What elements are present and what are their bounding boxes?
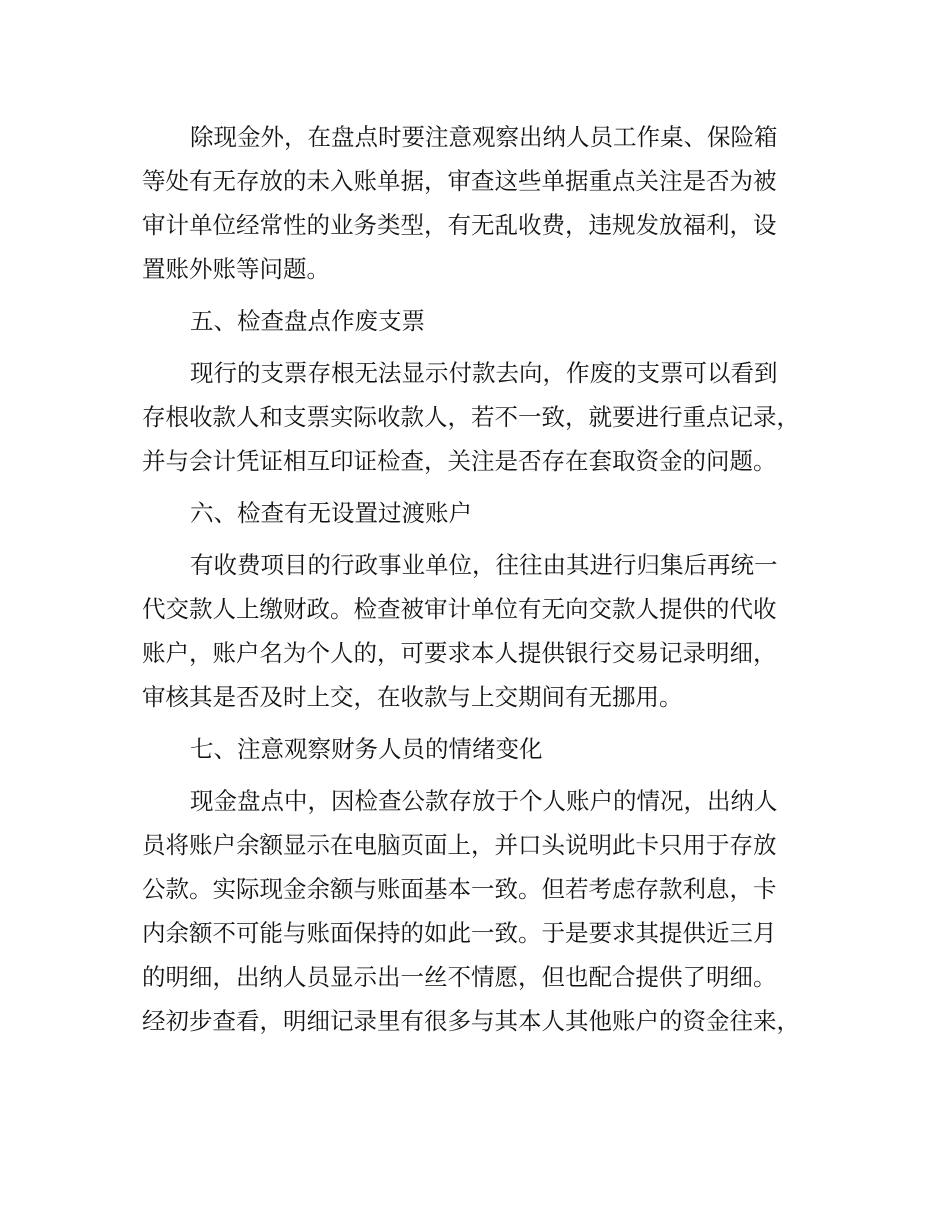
section-heading: 五、检查盘点作废支票 [190,307,425,335]
paragraph-line: 存根收款人和支票实际收款人，若不一致，就要进行重点记录， [142,403,800,431]
paragraph-line: 账户，账户名为个人的，可要求本人提供银行交易记录明细， [142,639,777,667]
paragraph-line: 的明细，出纳人员显示出一丝不情愿，但也配合提供了明细。 [142,963,777,991]
paragraph-line: 审核其是否及时上交，在收款与上交期间有无挪用。 [142,683,683,711]
paragraph-line: 置账外账等问题。 [142,255,330,283]
paragraph-line: 现金盘点中，因检查公款存放于个人账户的情况，出纳人 [190,787,778,815]
section-heading: 七、注意观察财务人员的情绪变化 [190,735,543,763]
paragraph-line: 并与会计凭证相互印证检查，关注是否存在套取资金的问题。 [142,447,777,475]
paragraph-line: 内余额不可能与账面保持的如此一致。于是要求其提供近三月 [142,919,777,947]
paragraph-line: 审计单位经常性的业务类型，有无乱收费，违规发放福利，设 [142,211,777,239]
paragraph-line: 等处有无存放的未入账单据，审查这些单据重点关注是否为被 [142,167,777,195]
paragraph-line: 有收费项目的行政事业单位，往往由其进行归集后再统一 [190,551,778,579]
paragraph-line: 员将账户余额显示在电脑页面上，并口头说明此卡只用于存放 [142,831,777,859]
paragraph-line: 除现金外，在盘点时要注意观察出纳人员工作桌、保险箱 [190,123,778,151]
section-heading: 六、检查有无设置过渡账户 [190,499,472,527]
paragraph-line: 现行的支票存根无法显示付款去向，作废的支票可以看到 [190,359,778,387]
paragraph-line: 经初步查看，明细记录里有很多与其本人其他账户的资金往来， [142,1007,800,1035]
paragraph-line: 代交款人上缴财政。检查被审计单位有无向交款人提供的代收 [142,595,777,623]
paragraph-line: 公款。实际现金余额与账面基本一致。但若考虑存款利息，卡 [142,875,777,903]
